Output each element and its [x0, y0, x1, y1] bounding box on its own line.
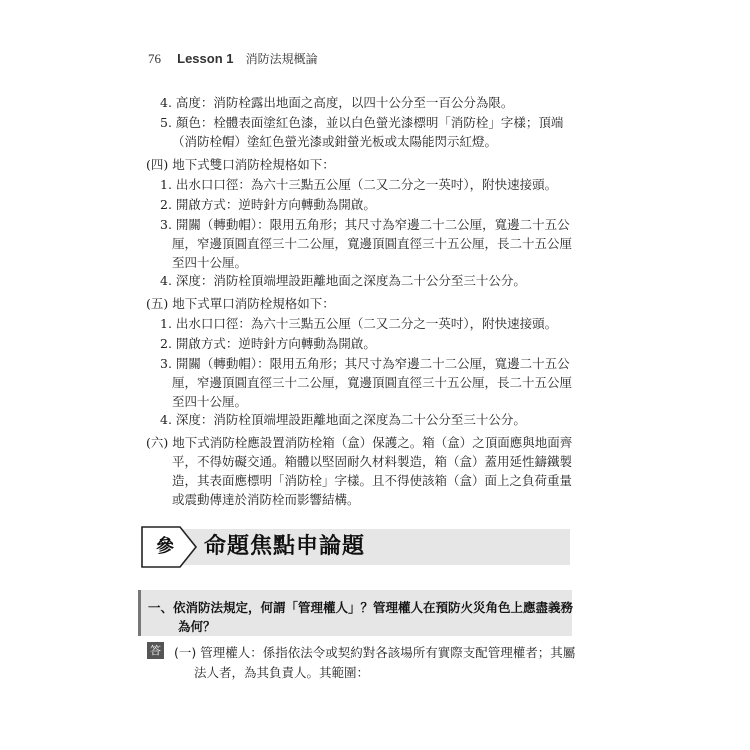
answer-line: 法人者，為其負責人。其範圍：: [194, 665, 370, 680]
body-line: 3. 開關（轉動帽）：限用五角形；其尺寸為窄邊二十二公厘，寬邊二十五公: [160, 217, 570, 232]
body-line: 4. 高度：消防栓露出地面之高度，以四十公分至一百公分為限。: [160, 95, 514, 110]
question-line: 為何？: [178, 619, 216, 634]
body-line: 厘，窄邊頂圓直徑三十二公厘，寬邊頂圓直徑三十五公厘，長二十五公厘: [172, 236, 573, 251]
lesson-title: 消防法規概論: [245, 52, 318, 66]
body-line: 至四十公厘。: [172, 394, 248, 409]
section-title: 命題焦點申論題: [204, 534, 366, 559]
body-line: (六) 地下式消防栓應設置消防栓箱（盒）保護之。箱（盒）之頂面應與地面齊: [146, 435, 573, 450]
body-line: 3. 開關（轉動帽）：限用五角形；其尺寸為窄邊二十二公厘，寬邊二十五公: [160, 356, 570, 371]
page-number: 76: [148, 51, 161, 66]
body-line: 4. 深度：消防栓頂端埋設距離地面之深度為二十公分至三十公分。: [160, 273, 526, 288]
body-line: 2. 開啟方式：逆時針方向轉動為開啟。: [160, 197, 376, 212]
body-line: 5. 顏色：栓體表面塗紅色漆，並以白色螢光漆標明「消防栓」字樣；頂端: [160, 115, 564, 130]
body-line: 造，其表面應標明「消防栓」字樣。且不得使該箱（盒）面上之負荷重量: [172, 473, 573, 488]
body-line: 平，不得妨礙交通。箱體以堅固耐久材料製造，箱（盒）蓋用延性鑄鐵製: [172, 454, 573, 469]
section-banner: [138, 525, 570, 569]
body-line: (五) 地下式單口消防栓規格如下：: [146, 296, 335, 311]
body-line: 或震動傳達於消防栓而影響結構。: [172, 492, 360, 507]
body-line: 1. 出水口口徑：為六十三點五公厘（二又二分之一英吋），附快速接頭。: [160, 316, 558, 331]
answer-line: (一) 管理權人：係指依法令或契約對各該場所有實際支配管理權者；其屬: [174, 645, 576, 660]
body-line: (四) 地下式雙口消防栓規格如下：: [146, 157, 335, 172]
lesson-label: Lesson 1: [177, 51, 234, 66]
body-line: 1. 出水口口徑：為六十三點五公厘（二又二分之一英吋），附快速接頭。: [160, 177, 558, 192]
section-badge: 參: [156, 536, 174, 557]
body-line: 4. 深度：消防栓頂端埋設距離地面之深度為二十公分至三十公分。: [160, 412, 526, 427]
page-header: [148, 50, 318, 67]
question-line: 一、依消防法規定，何謂「管理權人」？管理權人在預防火災角色上應盡義務: [148, 600, 574, 615]
body-line: （消防栓帽）塗紅色螢光漆或鉗螢光板或太陽能閃示紅燈。: [172, 134, 498, 149]
answer-badge: 答: [147, 642, 164, 659]
body-line: 2. 開啟方式：逆時針方向轉動為開啟。: [160, 336, 376, 351]
body-line: 至四十公厘。: [172, 255, 248, 270]
body-line: 厘，窄邊頂圓直徑三十二公厘，寬邊頂圓直徑三十五公厘，長二十五公厘: [172, 375, 573, 390]
